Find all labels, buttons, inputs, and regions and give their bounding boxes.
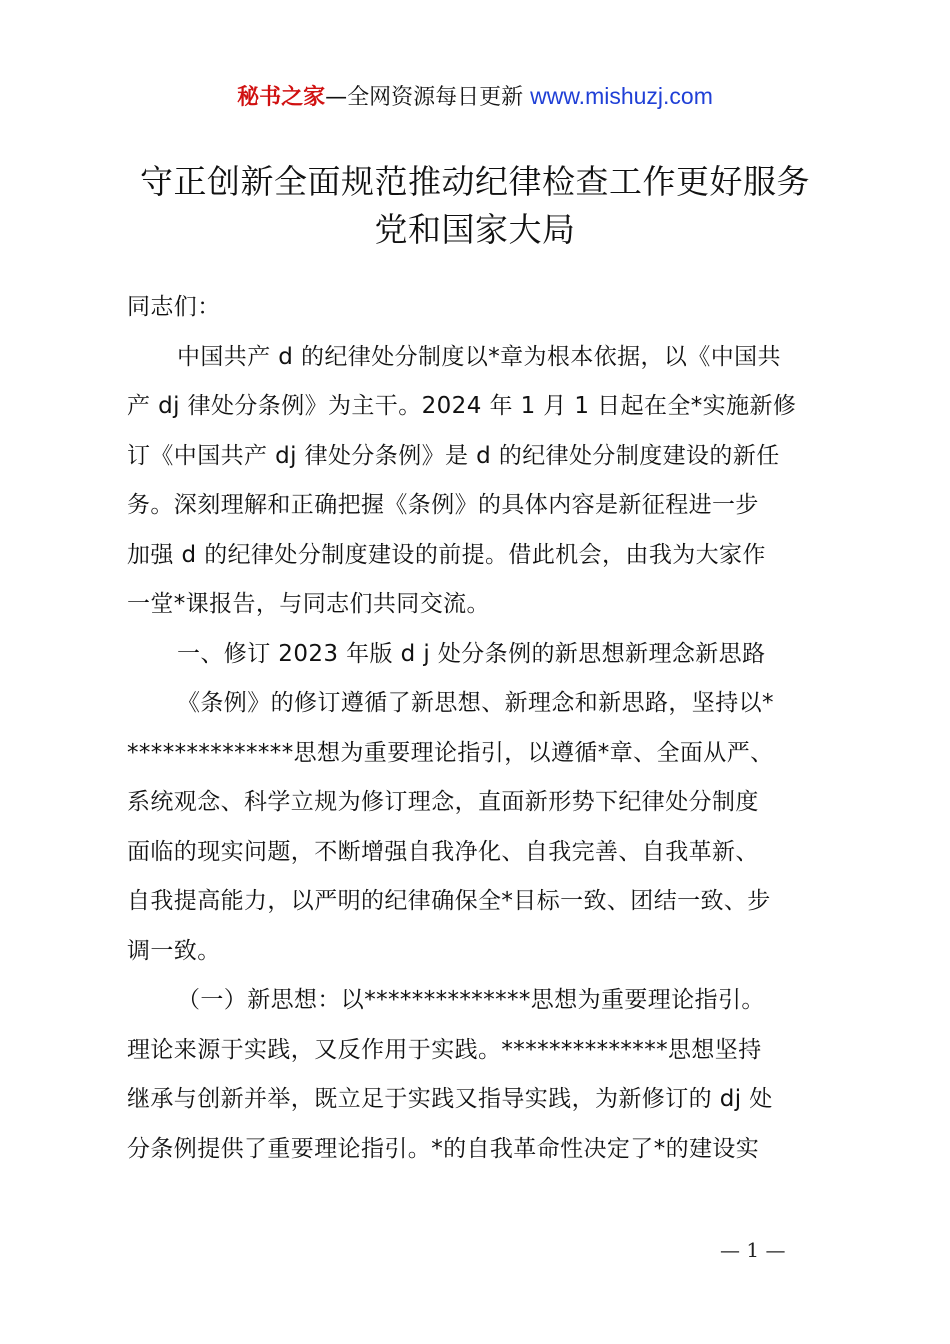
- body-line: 产 dj 律处分条例》为主干。2024 年 1 月 1 日起在全*实施新修: [127, 393, 797, 419]
- document-body: [127, 283, 837, 1174]
- body-line: 调一致。: [127, 937, 221, 964]
- body-line: 订《中国共产 dj 律处分条例》是 d 的纪律处分制度建设的新任: [127, 442, 780, 469]
- body-line: 继承与创新并举，既立足于实践又指导实践，为新修订的 dj 处: [127, 1086, 773, 1112]
- body-line: 分条例提供了重要理论指引。*的自我革命性决定了*的建设实: [127, 1135, 760, 1162]
- subsection-heading: （一）新思想：以**************思想为重要理论指引。: [177, 987, 765, 1013]
- site-header: [0, 80, 950, 114]
- body-line: 一堂*课报告，与同志们共同交流。: [127, 591, 490, 617]
- body-line: 理论来源于实践，又反作用于实践。**************思想坚持: [127, 1036, 762, 1063]
- body-line: 自我提高能力，以严明的纪律确保全*目标一致、团结一致、步: [127, 888, 771, 914]
- body-line: 中国共产 d 的纪律处分制度以*章为根本依据，以《中国共: [177, 343, 781, 370]
- title-line-1: 守正创新全面规范推动纪律检查工作更好服务: [140, 162, 810, 201]
- salutation: 同志们：: [127, 294, 221, 320]
- site-brand: 秘书之家: [237, 85, 326, 110]
- document-title: [110, 158, 840, 254]
- section-heading: 一、修订 2023 年版 d j 处分条例的新思想新理念新思路: [177, 640, 766, 667]
- body-line: 务。深刻理解和正确把握《条例》的具体内容是新征程进一步: [127, 492, 759, 518]
- body-line: 《条例》的修订遵循了新思想、新理念和新思路，坚持以*: [177, 690, 774, 716]
- site-tagline: —全网资源每日更新: [325, 85, 524, 110]
- body-line: **************思想为重要理论指引，以遵循*章、全面从严、: [127, 739, 774, 766]
- title-line-2: 党和国家大局: [374, 210, 576, 249]
- body-line: 系统观念、科学立规为修订理念，直面新形势下纪律处分制度: [127, 789, 759, 815]
- body-line: 面临的现实问题，不断增强自我净化、自我完善、自我革新、: [127, 838, 759, 865]
- site-url-link[interactable]: www.mishuzj.com: [530, 83, 713, 109]
- page-number: — 1 —: [720, 1238, 786, 1262]
- body-line: 加强 d 的纪律处分制度建设的前提。借此机会，由我为大家作: [127, 541, 766, 568]
